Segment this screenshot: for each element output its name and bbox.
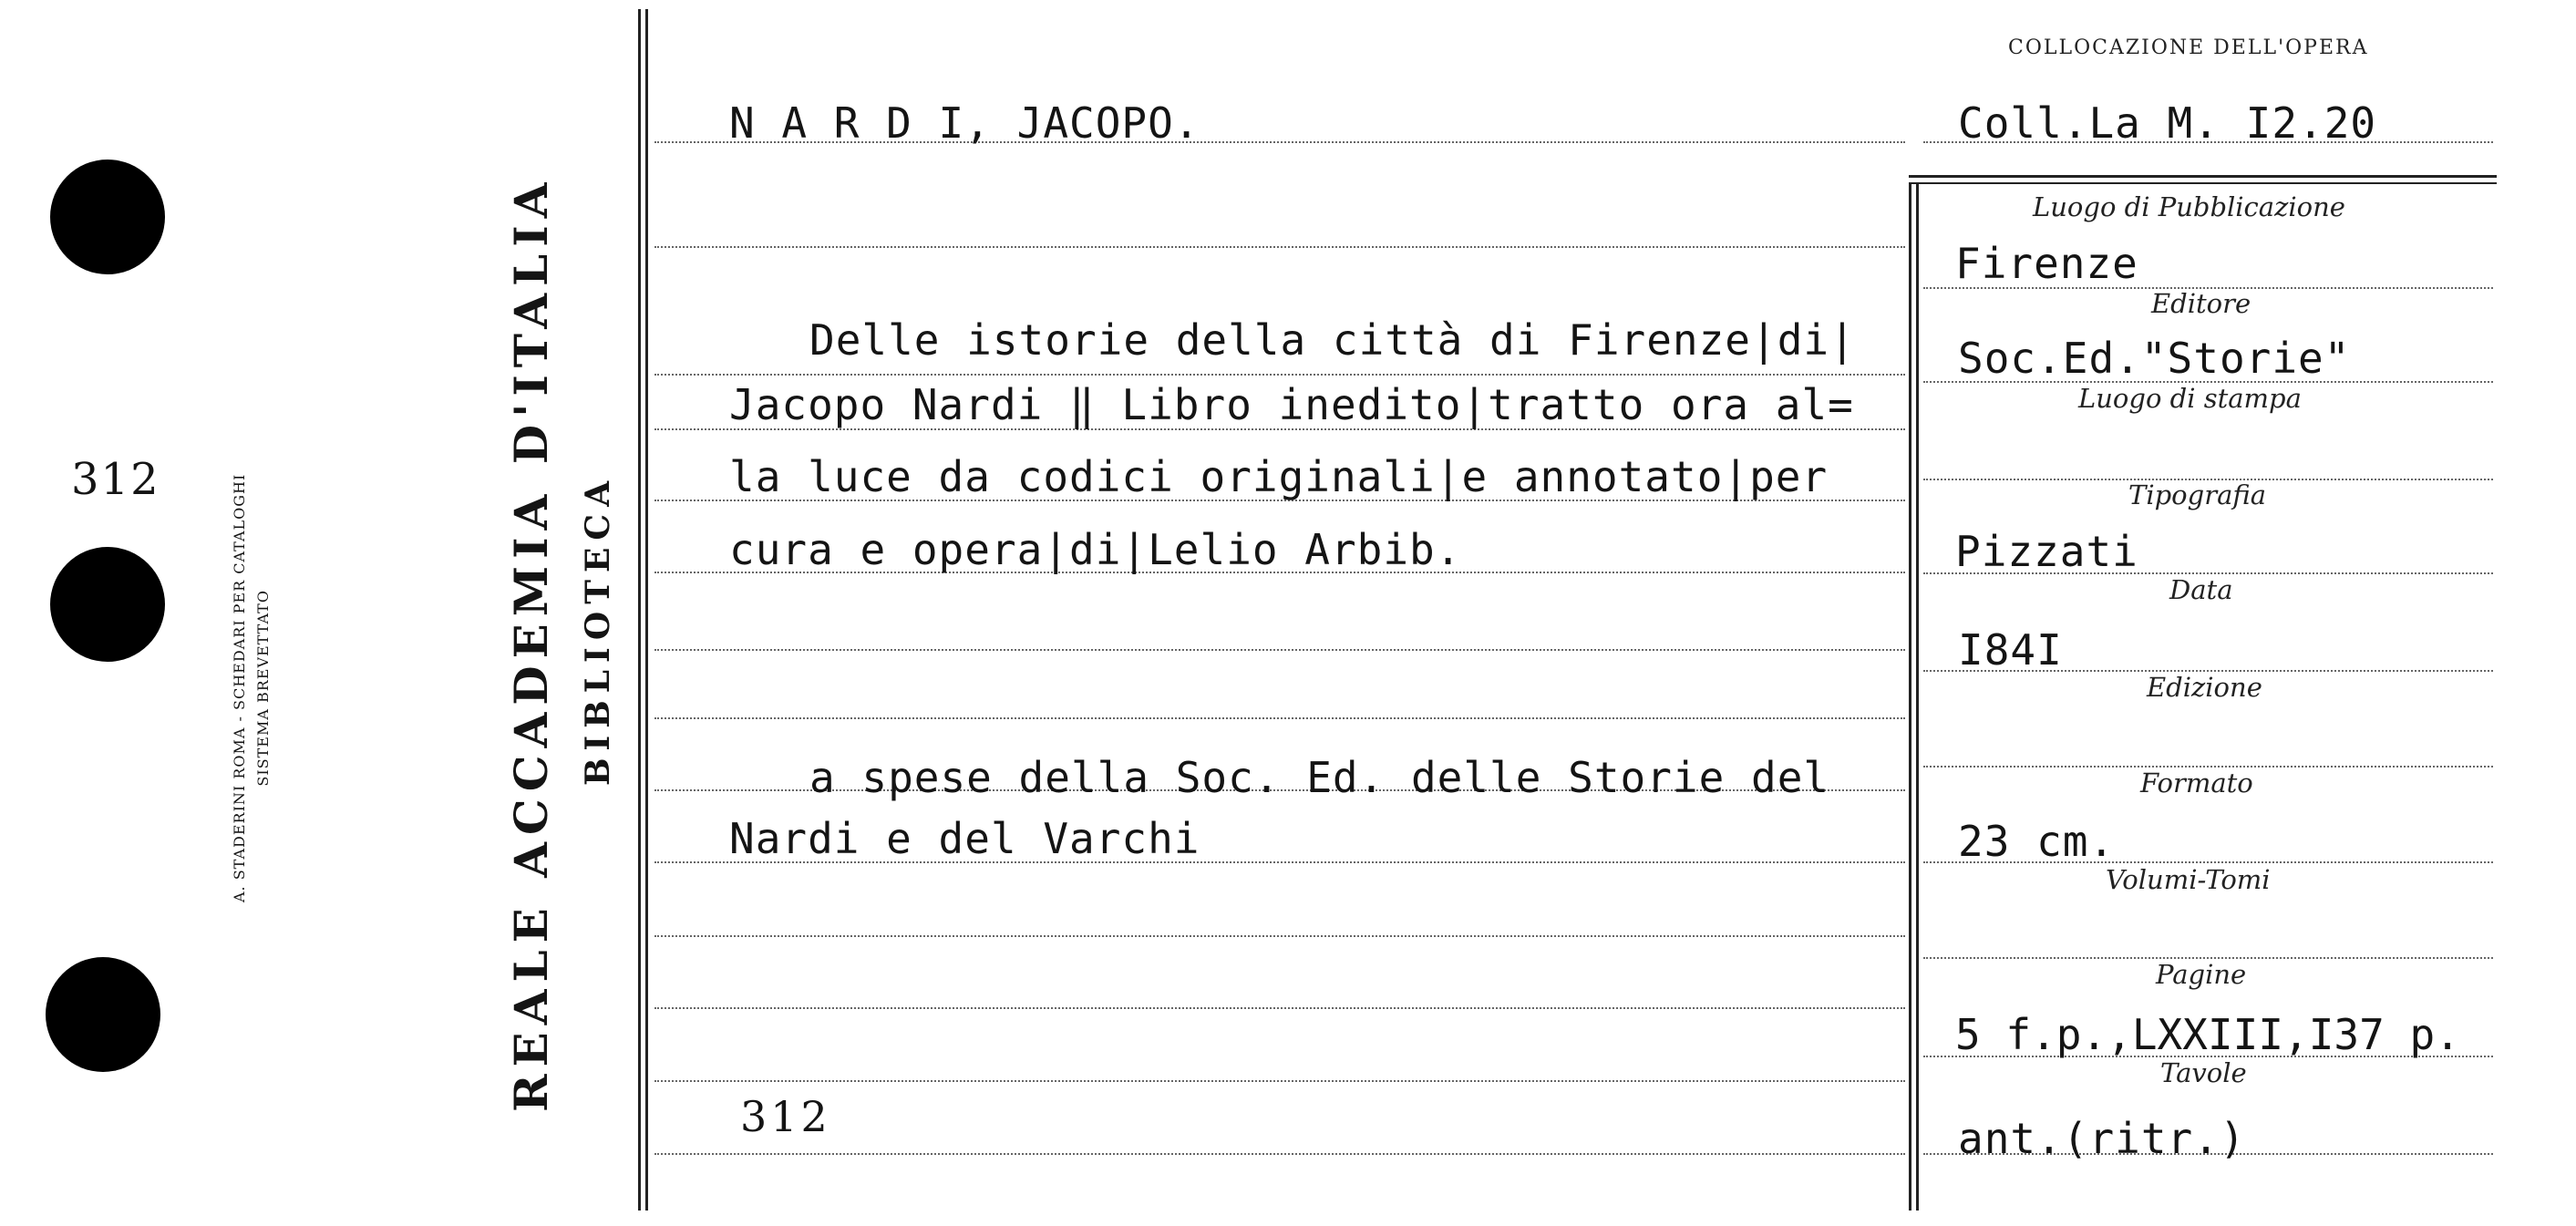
punch-hole-middle bbox=[50, 547, 165, 662]
rule-line bbox=[654, 1007, 1905, 1009]
rule-line bbox=[654, 649, 1905, 651]
rule-line bbox=[654, 717, 1905, 719]
title-line-2: Jacopo Nardi ‖ Libro inedito|tratto ora al= bbox=[729, 380, 1854, 429]
field-label-volumi-tomi: Volumi-Tomi bbox=[2106, 864, 2271, 895]
note-line-2: Nardi e del Varchi bbox=[729, 814, 1200, 863]
title-line-4: cura e opera|di|Lelio Arbib. bbox=[729, 525, 1462, 574]
field-value-data: I84I bbox=[1958, 625, 2063, 675]
collocazione-value: Coll.La M. I2.20 bbox=[1958, 98, 2377, 148]
printer-imprint-line1: A. STADERINI ROMA - SCHEDARI PER CATALOGHI bbox=[231, 473, 248, 902]
field-value-pagine: 5 f.p.,LXXIII,I37 p. bbox=[1955, 1010, 2460, 1059]
field-box-top-rule-2 bbox=[1909, 182, 2497, 184]
field-box-rule-b bbox=[1916, 182, 1919, 1211]
card-number-entry: 312 bbox=[740, 1092, 831, 1141]
rule-line bbox=[654, 1153, 1905, 1155]
field-value-editore: Soc.Ed."Storie" bbox=[1958, 334, 2351, 383]
rule-line bbox=[654, 246, 1905, 248]
field-label-tipografia: Tipografia bbox=[2128, 479, 2266, 510]
note-line-1: a spese della Soc. Ed. delle Storie del bbox=[809, 753, 1830, 802]
field-label-formato: Formato bbox=[2140, 768, 2253, 798]
rule-line bbox=[654, 374, 1905, 376]
field-label-pagine: Pagine bbox=[2156, 959, 2247, 990]
main-double-rule-a bbox=[638, 9, 641, 1211]
punch-hole-top bbox=[50, 160, 165, 274]
collocazione-label: COLLOCAZIONE DELL'OPERA bbox=[2008, 36, 2369, 59]
printer-imprint bbox=[228, 474, 274, 902]
title-line-3: la luce da codici originali|e annotato|per bbox=[729, 452, 1829, 501]
department-name: BIBLIOTECA bbox=[579, 473, 617, 786]
field-label-tavole: Tavole bbox=[2160, 1057, 2247, 1088]
field-label-luogo-stampa: Luogo di stampa bbox=[2078, 383, 2302, 414]
institution-name: REALE ACCADEMIA D'ITALIA bbox=[504, 175, 558, 1112]
title-line-1: Delle istorie della città di Firenze|di| bbox=[809, 315, 1856, 365]
main-double-rule-b bbox=[645, 9, 648, 1211]
field-box-top-rule bbox=[1909, 175, 2497, 178]
field-value-luogo-pubblicazione: Firenze bbox=[1955, 239, 2138, 288]
field-label-edizione: Edizione bbox=[2147, 672, 2262, 703]
printer-imprint-line2: SISTEMA BREVETTATO bbox=[253, 590, 272, 787]
rule-line bbox=[654, 1080, 1905, 1082]
field-box-rule-a bbox=[1909, 182, 1911, 1211]
field-label-luogo-pubblicazione: Luogo di Pubblicazione bbox=[2033, 191, 2345, 222]
field-label-data: Data bbox=[2169, 574, 2233, 605]
field-value-tipografia: Pizzati bbox=[1955, 527, 2138, 576]
punch-hole-bottom bbox=[46, 957, 160, 1072]
card-number-margin: 312 bbox=[71, 454, 160, 505]
field-value-tavole: ant.(ritr.) bbox=[1958, 1114, 2246, 1163]
author-heading: N A R D I, JACOPO. bbox=[729, 98, 1200, 148]
field-value-formato: 23 cm. bbox=[1958, 817, 2116, 866]
field-label-editore: Editore bbox=[2151, 288, 2251, 319]
rule-line bbox=[654, 935, 1905, 937]
